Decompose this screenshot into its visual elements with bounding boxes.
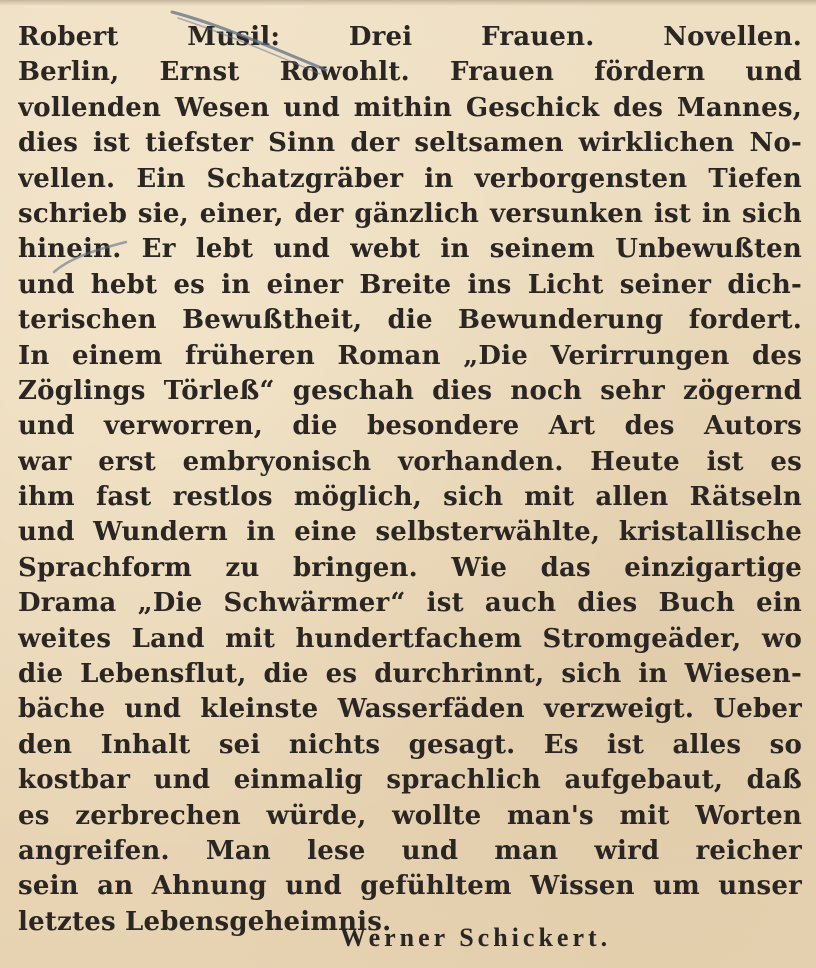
article-line-21: den Inhalt sei nichts gesagt. Es ist alles so xyxy=(18,729,802,760)
article-line-19: die Lebensflut, die es durchrinnt, sich in Wiesen- xyxy=(18,659,802,690)
article-line-9: terischen Bewußtheit, die Bewunderung fordert. xyxy=(18,305,802,336)
article-line-22: kostbar und einmalig sprachlich aufgebaut, daß xyxy=(18,765,802,796)
article-line-16: Sprachform zu bringen. Wie das einzigartige xyxy=(18,552,802,583)
article-line-23: es zerbrechen würde, wollte man's mit Worten xyxy=(18,800,802,831)
review-article xyxy=(18,20,802,940)
article-line-18: weites Land mit hundertfachem Stromgeäder, wo xyxy=(18,623,802,654)
article-line-10: In einem früheren Roman „Die Verirrungen des xyxy=(18,340,802,371)
article-line-24: angreifen. Man lese und man wird reicher xyxy=(18,835,802,866)
article-line-3: vollenden Wesen und mithin Geschick des Mannes, xyxy=(18,92,802,123)
article-line-25: sein an Ahnung und gefühltem Wissen um unser xyxy=(18,871,802,902)
article-line-12: und verworren, die besondere Art des Autors xyxy=(18,411,802,442)
article-line-8: und hebt es in einer Breite ins Licht seiner dich- xyxy=(18,269,802,300)
article-line-6: schrieb sie, einer, der gänzlich versunken ist in sich xyxy=(18,198,802,229)
article-line-13: war erst embryonisch vorhanden. Heute ist es xyxy=(18,446,802,477)
article-line-15: und Wundern in eine selbsterwählte, kristallische xyxy=(18,517,802,548)
article-line-11: Zöglings Törleß“ geschah dies noch sehr zögernd xyxy=(18,375,802,406)
article-line-17: Drama „Die Schwärmer“ ist auch dies Buch ein xyxy=(18,588,802,619)
clipping-top-edge xyxy=(0,0,816,6)
article-line-20: bäche und kleinste Wasserfäden verzweigt. Ueber xyxy=(18,694,802,725)
article-line-2: Berlin, Ernst Rowohlt. Frauen fördern und xyxy=(18,57,802,88)
article-line-7: hinein. Er lebt und webt in seinem Unbewußten xyxy=(18,234,802,265)
article-line-14: ihm fast restlos möglich, sich mit allen Rätseln xyxy=(18,482,802,513)
article-line-5: vellen. Ein Schatzgräber in verborgensten Tiefen xyxy=(18,163,802,194)
article-line-26: letztes Lebensgeheimnis. xyxy=(18,906,392,937)
article-line-4: dies ist tiefster Sinn der seltsamen wirklichen No- xyxy=(18,128,802,159)
article-line-1: Robert Musil: Drei Frauen. Novellen. xyxy=(18,22,802,52)
author-signature: Werner Schickert. xyxy=(340,923,612,952)
